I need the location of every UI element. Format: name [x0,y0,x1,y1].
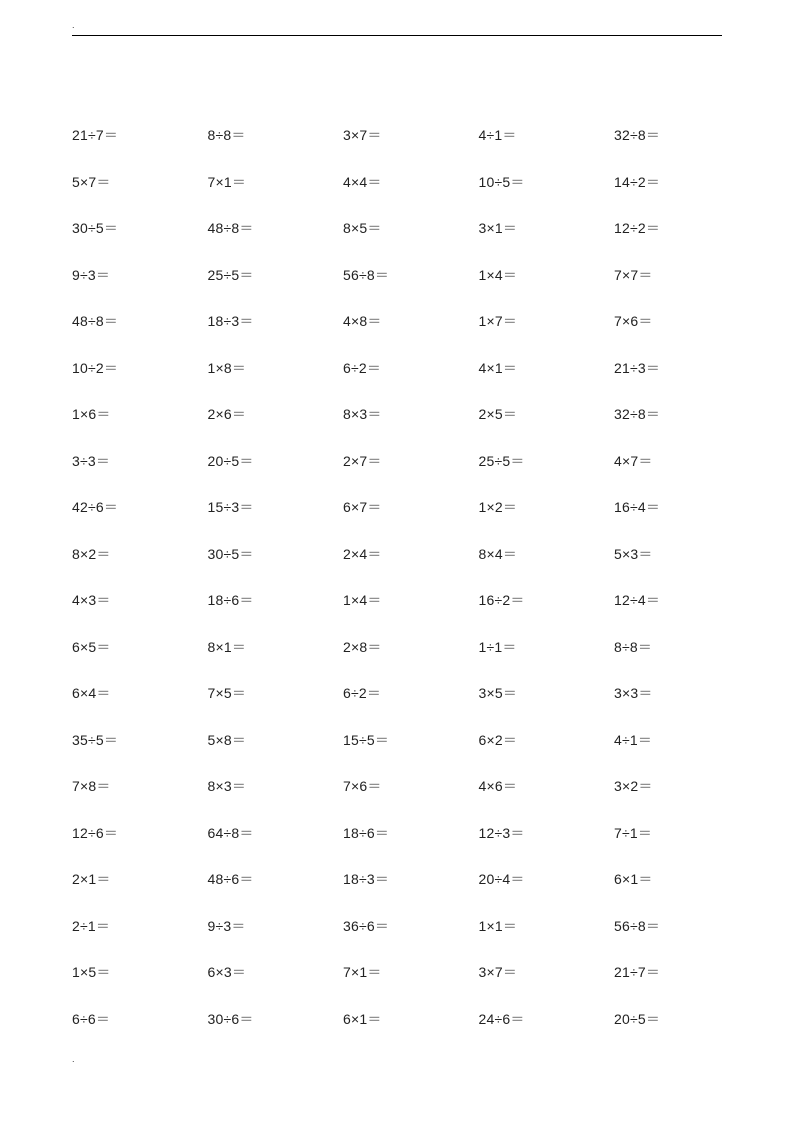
math-problem: 6÷6＝ [72,1010,111,1027]
math-problem: 7÷1＝ [614,824,653,841]
math-problem: 1×4＝ [343,592,382,608]
math-problem: 8×1＝ [207,638,247,655]
math-problem: 7×8＝ [72,778,111,794]
math-problem: 7×7＝ [614,266,653,283]
math-problem: 18÷6＝ [207,592,254,608]
math-problem: 32÷8＝ [614,406,661,422]
math-problem: 18÷6＝ [343,824,390,841]
math-problem: 1÷1＝ [478,638,517,655]
math-problem: 8×2＝ [72,545,111,562]
math-problem: 10÷2＝ [72,359,119,376]
math-problem: 15÷5＝ [343,731,390,748]
math-problem: 8÷8＝ [207,127,246,143]
math-problem: 12÷6＝ [72,824,119,841]
math-problem: 12÷3＝ [478,824,525,841]
math-problem: 3×7＝ [343,127,382,143]
math-problem: 36÷6＝ [343,917,390,934]
math-problem: 21÷7＝ [614,964,661,980]
math-problem: 6÷2＝ [343,685,382,701]
header-rule [72,35,722,36]
math-problem: 6×2＝ [478,731,518,748]
math-problem: 7×6＝ [614,313,653,329]
math-problem: 4×3＝ [72,592,111,608]
math-problem: 9÷3＝ [72,266,111,283]
math-problem: 42÷6＝ [72,499,119,515]
math-problem: 20÷5＝ [614,1010,661,1027]
math-problem: 56÷8＝ [614,917,661,934]
math-problem: 18÷3＝ [343,871,390,887]
math-problem: 1×6＝ [72,406,111,422]
math-problem: 48÷8＝ [207,220,254,236]
math-problem: 15÷3＝ [207,499,254,515]
math-problem: 30÷5＝ [72,220,119,236]
math-problem: 6÷2＝ [343,359,382,376]
math-problem: 7×5＝ [207,685,247,701]
math-problem: 18÷3＝ [207,313,254,329]
math-problem: 30÷5＝ [207,545,254,562]
math-problem: 64÷8＝ [207,824,254,841]
math-problem: 7×1＝ [343,964,382,980]
math-problem: 6×4＝ [72,685,111,701]
math-problem: 8×3＝ [343,406,382,422]
math-problem: 3÷3＝ [72,452,111,469]
math-problem: 3×3＝ [614,685,653,701]
math-problem: 10÷5＝ [478,173,525,190]
math-problem: 2×5＝ [478,406,518,422]
math-problem: 2×1＝ [72,871,111,887]
math-problem: 3×7＝ [478,964,518,980]
math-problem: 6×5＝ [72,638,111,655]
math-problem: 56÷8＝ [343,266,390,283]
math-problem: 1×4＝ [478,266,518,283]
math-problem: 3×1＝ [478,220,518,236]
math-problem: 1×8＝ [207,359,247,376]
math-problem: 5×3＝ [614,545,653,562]
math-problem: 6×3＝ [207,964,247,980]
math-problem: 2÷1＝ [72,917,111,934]
math-problem: 4×8＝ [343,313,382,329]
math-problem: 24÷6＝ [478,1010,525,1027]
math-problem: 4×4＝ [343,173,382,190]
math-problem: 6×1＝ [343,1010,382,1027]
math-problem: 6×7＝ [343,499,382,515]
math-problem: 16÷4＝ [614,499,661,515]
math-problem: 3×5＝ [478,685,518,701]
math-problem: 2×6＝ [207,406,247,422]
math-problem: 14÷2＝ [614,173,661,190]
math-problem: 5×7＝ [72,173,111,190]
math-problem: 12÷2＝ [614,220,661,236]
math-problem: 1×7＝ [478,313,518,329]
footer-mark: . [72,1054,75,1064]
math-problem: 20÷4＝ [478,871,525,887]
math-problem: 9÷3＝ [207,917,246,934]
math-problem: 8×4＝ [478,545,518,562]
math-problem: 1×2＝ [478,499,518,515]
math-problem: 4×7＝ [614,452,653,469]
math-problem: 7×6＝ [343,778,382,794]
math-problem: 4×6＝ [478,778,518,794]
math-problem: 21÷7＝ [72,127,119,143]
math-problem: 35÷5＝ [72,731,119,748]
math-problem: 7×1＝ [207,173,247,190]
math-problem: 25÷5＝ [478,452,525,469]
math-problem: 30÷6＝ [207,1010,254,1027]
math-problem: 32÷8＝ [614,127,661,143]
math-problem: 6×1＝ [614,871,653,887]
math-problem: 48÷8＝ [72,313,119,329]
header-mark: . [72,20,75,30]
math-problem: 5×8＝ [207,731,247,748]
math-problem: 2×8＝ [343,638,382,655]
math-problem: 3×2＝ [614,778,653,794]
math-problem: 21÷3＝ [614,359,661,376]
math-problem: 1×5＝ [72,964,111,980]
math-problem: 48÷6＝ [207,871,254,887]
math-problem: 20÷5＝ [207,452,254,469]
math-problem: 25÷5＝ [207,266,254,283]
math-problem: 2×4＝ [343,545,382,562]
math-problem: 16÷2＝ [478,592,525,608]
math-problem: 4÷1＝ [614,731,653,748]
math-problem: 8×5＝ [343,220,382,236]
math-problem: 4×1＝ [478,359,518,376]
math-problem: 12÷4＝ [614,592,661,608]
math-problem: 8×3＝ [207,778,247,794]
math-problem: 4÷1＝ [478,127,517,143]
math-problem: 2×7＝ [343,452,382,469]
problem-grid [72,126,722,1056]
math-problem: 1×1＝ [478,917,518,934]
math-problem: 8÷8＝ [614,638,653,655]
